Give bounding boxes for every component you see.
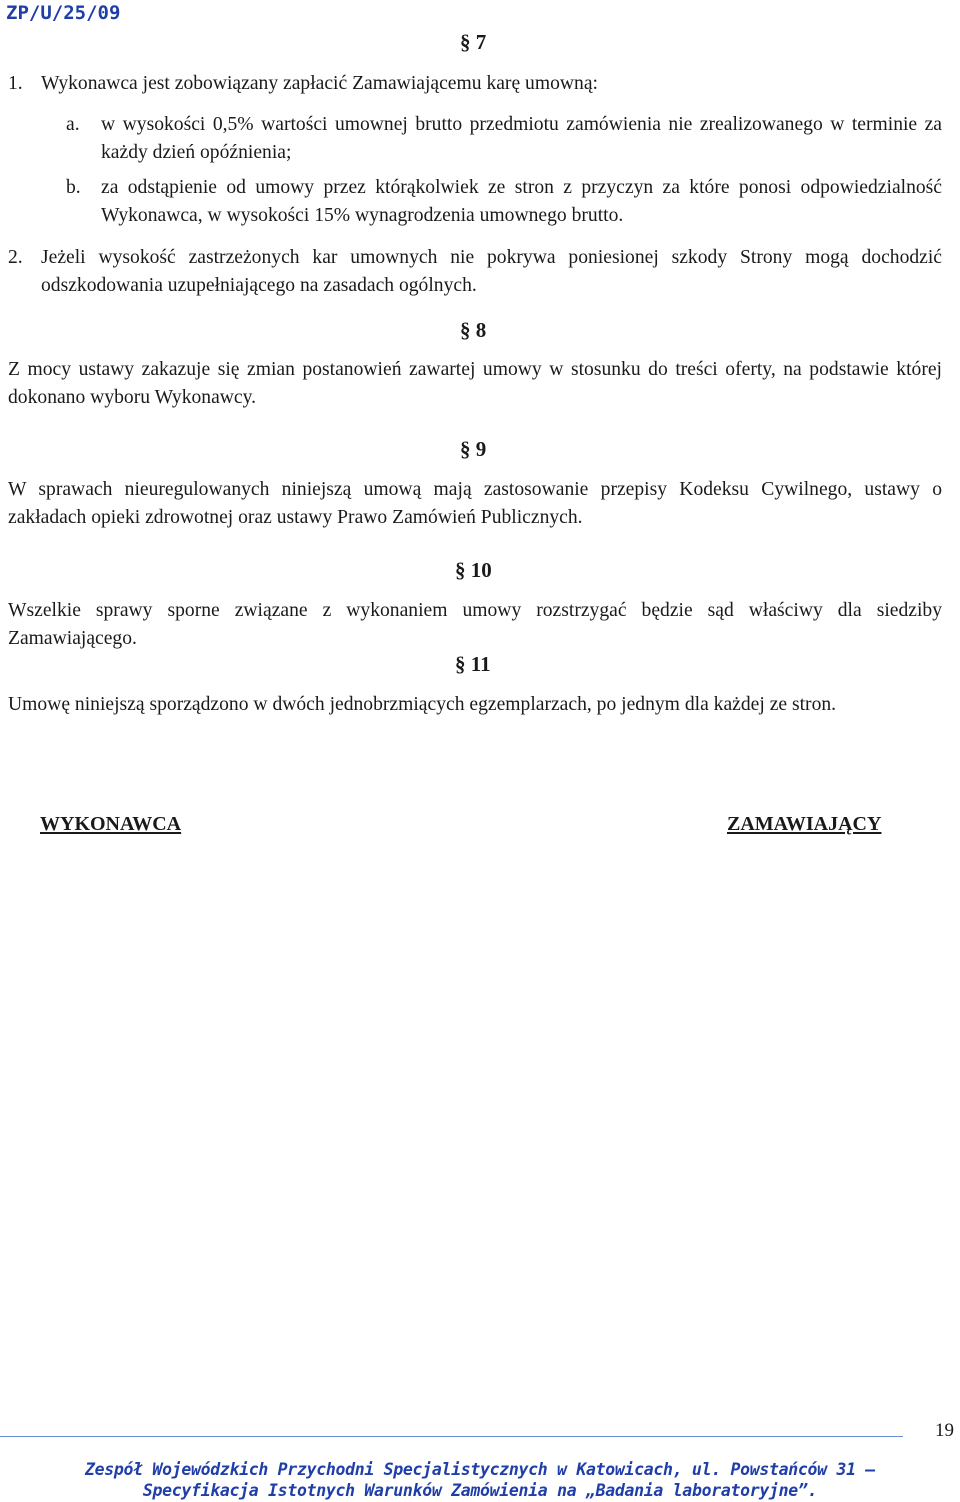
list-item-a-text: w wysokości 0,5% wartości umownej brutto przedmiotu zamówienia nie zrealizowanego w terminie za każdy dzień opóźnienia; (101, 114, 942, 163)
signature-contractor-label: WYKONAWCA (40, 813, 182, 835)
section-8-heading: § 8 (460, 318, 487, 342)
footer-spec-line: Specyfikacja Istotnych Warunków Zamówienia na „Badania laboratoryjne”. (142, 1481, 818, 1500)
list-item-1-text: Wykonawca jest zobowiązany zapłacić Zamawiającemu karę umowną: (41, 73, 598, 94)
footer-divider (0, 1436, 903, 1437)
list-number-1-marker: 1. (8, 73, 23, 94)
signature-employer-label: ZAMAWIAJĄCY (727, 813, 882, 835)
list-letter-b: b. (66, 177, 81, 198)
section-9-heading: § 9 (460, 437, 487, 461)
list-letter-a: a. (66, 114, 80, 135)
section-9-text: W sprawach nieuregulowanych niniejszą umową mają zastosowanie przepisy Kodeksu Cywilnego, ustawy o zakładach opieki zdrowotnej oraz ustawy Prawo Zamówień Publicznych. (8, 479, 942, 528)
list-item-b-text: za odstąpienie od umowy przez którąkolwiek ze stron z przyczyn za które ponosi odpowiedzialność Wykonawca, w wysokości 15% wynagrodzenia umownego brutto. (101, 177, 942, 226)
list-item-2-text: Jeżeli wysokość zastrzeżonych kar umownych nie pokrywa poniesionej szkody Strony mogą dochodzić odszkodowania uzupełniającego na zasadach ogólnych. (41, 247, 942, 296)
footer-institution-line: Zespół Wojewódzkich Przychodni Specjalistycznych w Katowicach, ul. Powstańców 31 – (85, 1460, 875, 1479)
section-11-heading: § 11 (455, 652, 491, 676)
section-11-text: Umowę niniejszą sporządzono w dwóch jednobrzmiących egzemplarzach, po jednym dla każdej ze stron. (8, 694, 837, 715)
section-8-text: Z mocy ustawy zakazuje się zmian postanowień zawartej umowy w stosunku do treści oferty, na podstawie której dokonano wyboru Wykonawcy. (8, 359, 942, 408)
section-7-heading: § 7 (460, 30, 487, 54)
section-10-text: Wszelkie sprawy sporne związane z wykonaniem umowy rozstrzygać będzie sąd właściwy dla siedziby Zamawiającego. (8, 600, 942, 649)
section-10-heading: § 10 (455, 558, 492, 582)
list-number-2: 2. (8, 247, 23, 268)
document-code: ZP/U/25/09 (6, 2, 121, 24)
page-number: 19 (935, 1420, 954, 1441)
